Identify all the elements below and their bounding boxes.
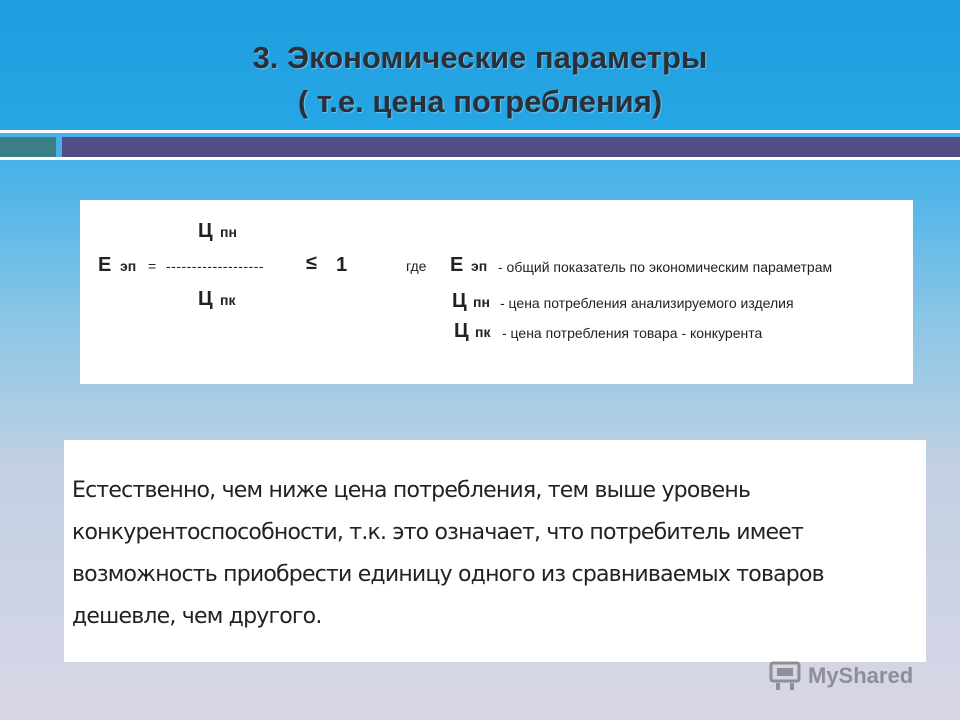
watermark-text: MyShared (808, 663, 914, 688)
explanation-line: дешевле, чем другого. (72, 604, 322, 629)
legend-item-letter: Ц (452, 290, 467, 312)
accent-bar-teal (0, 137, 56, 157)
lhs-sub: эп (120, 258, 137, 274)
legend-item-desc: - общий показатель по экономическим параметрам (498, 259, 833, 275)
equals-sign: = (148, 258, 157, 274)
legend-item-desc: - цена потребления анализируемого изделия (500, 295, 794, 311)
explanation-panel (64, 440, 926, 662)
myshared-logo-icon (768, 659, 802, 693)
watermark (768, 658, 913, 694)
legend-item-sub: пн (473, 294, 490, 310)
slide-title-line1: 3. Экономические параметры (252, 40, 708, 75)
formula-panel (80, 200, 913, 384)
slide-title (0, 36, 960, 124)
slide-title-line2: ( т.е. цена потребления) (297, 84, 663, 119)
explanation-line: конкурентоспособности, т.к. это означает, что потребитель имеет (72, 520, 804, 545)
legend-item-letter: Ц (454, 320, 469, 342)
explanation-text (72, 470, 912, 638)
divider-top (0, 130, 960, 133)
explanation-line: возможность приобрести единицу одного из сравниваемых товаров (72, 562, 824, 587)
legend-item-desc: - цена потребления товара - конкурента (502, 325, 763, 341)
accent-bar-purple (62, 137, 960, 157)
fraction-line: ------------------- (166, 258, 265, 274)
legend-item-sub: эп (471, 258, 488, 274)
leq-sign: ≤ (306, 252, 317, 274)
denominator-sub: пк (220, 292, 236, 308)
denominator-letter: Ц (198, 288, 213, 310)
where-label: где (406, 258, 427, 274)
numerator-letter: Ц (198, 220, 213, 242)
numerator-sub: пн (220, 224, 237, 240)
legend-item-letter: Е (450, 254, 464, 276)
divider-bottom (0, 157, 960, 160)
lhs-letter: Е (98, 254, 112, 276)
explanation-line: Естественно, чем ниже цена потребления, тем выше уровень (72, 478, 751, 503)
legend-item-sub: пк (475, 324, 491, 340)
bound-value: 1 (336, 254, 348, 276)
